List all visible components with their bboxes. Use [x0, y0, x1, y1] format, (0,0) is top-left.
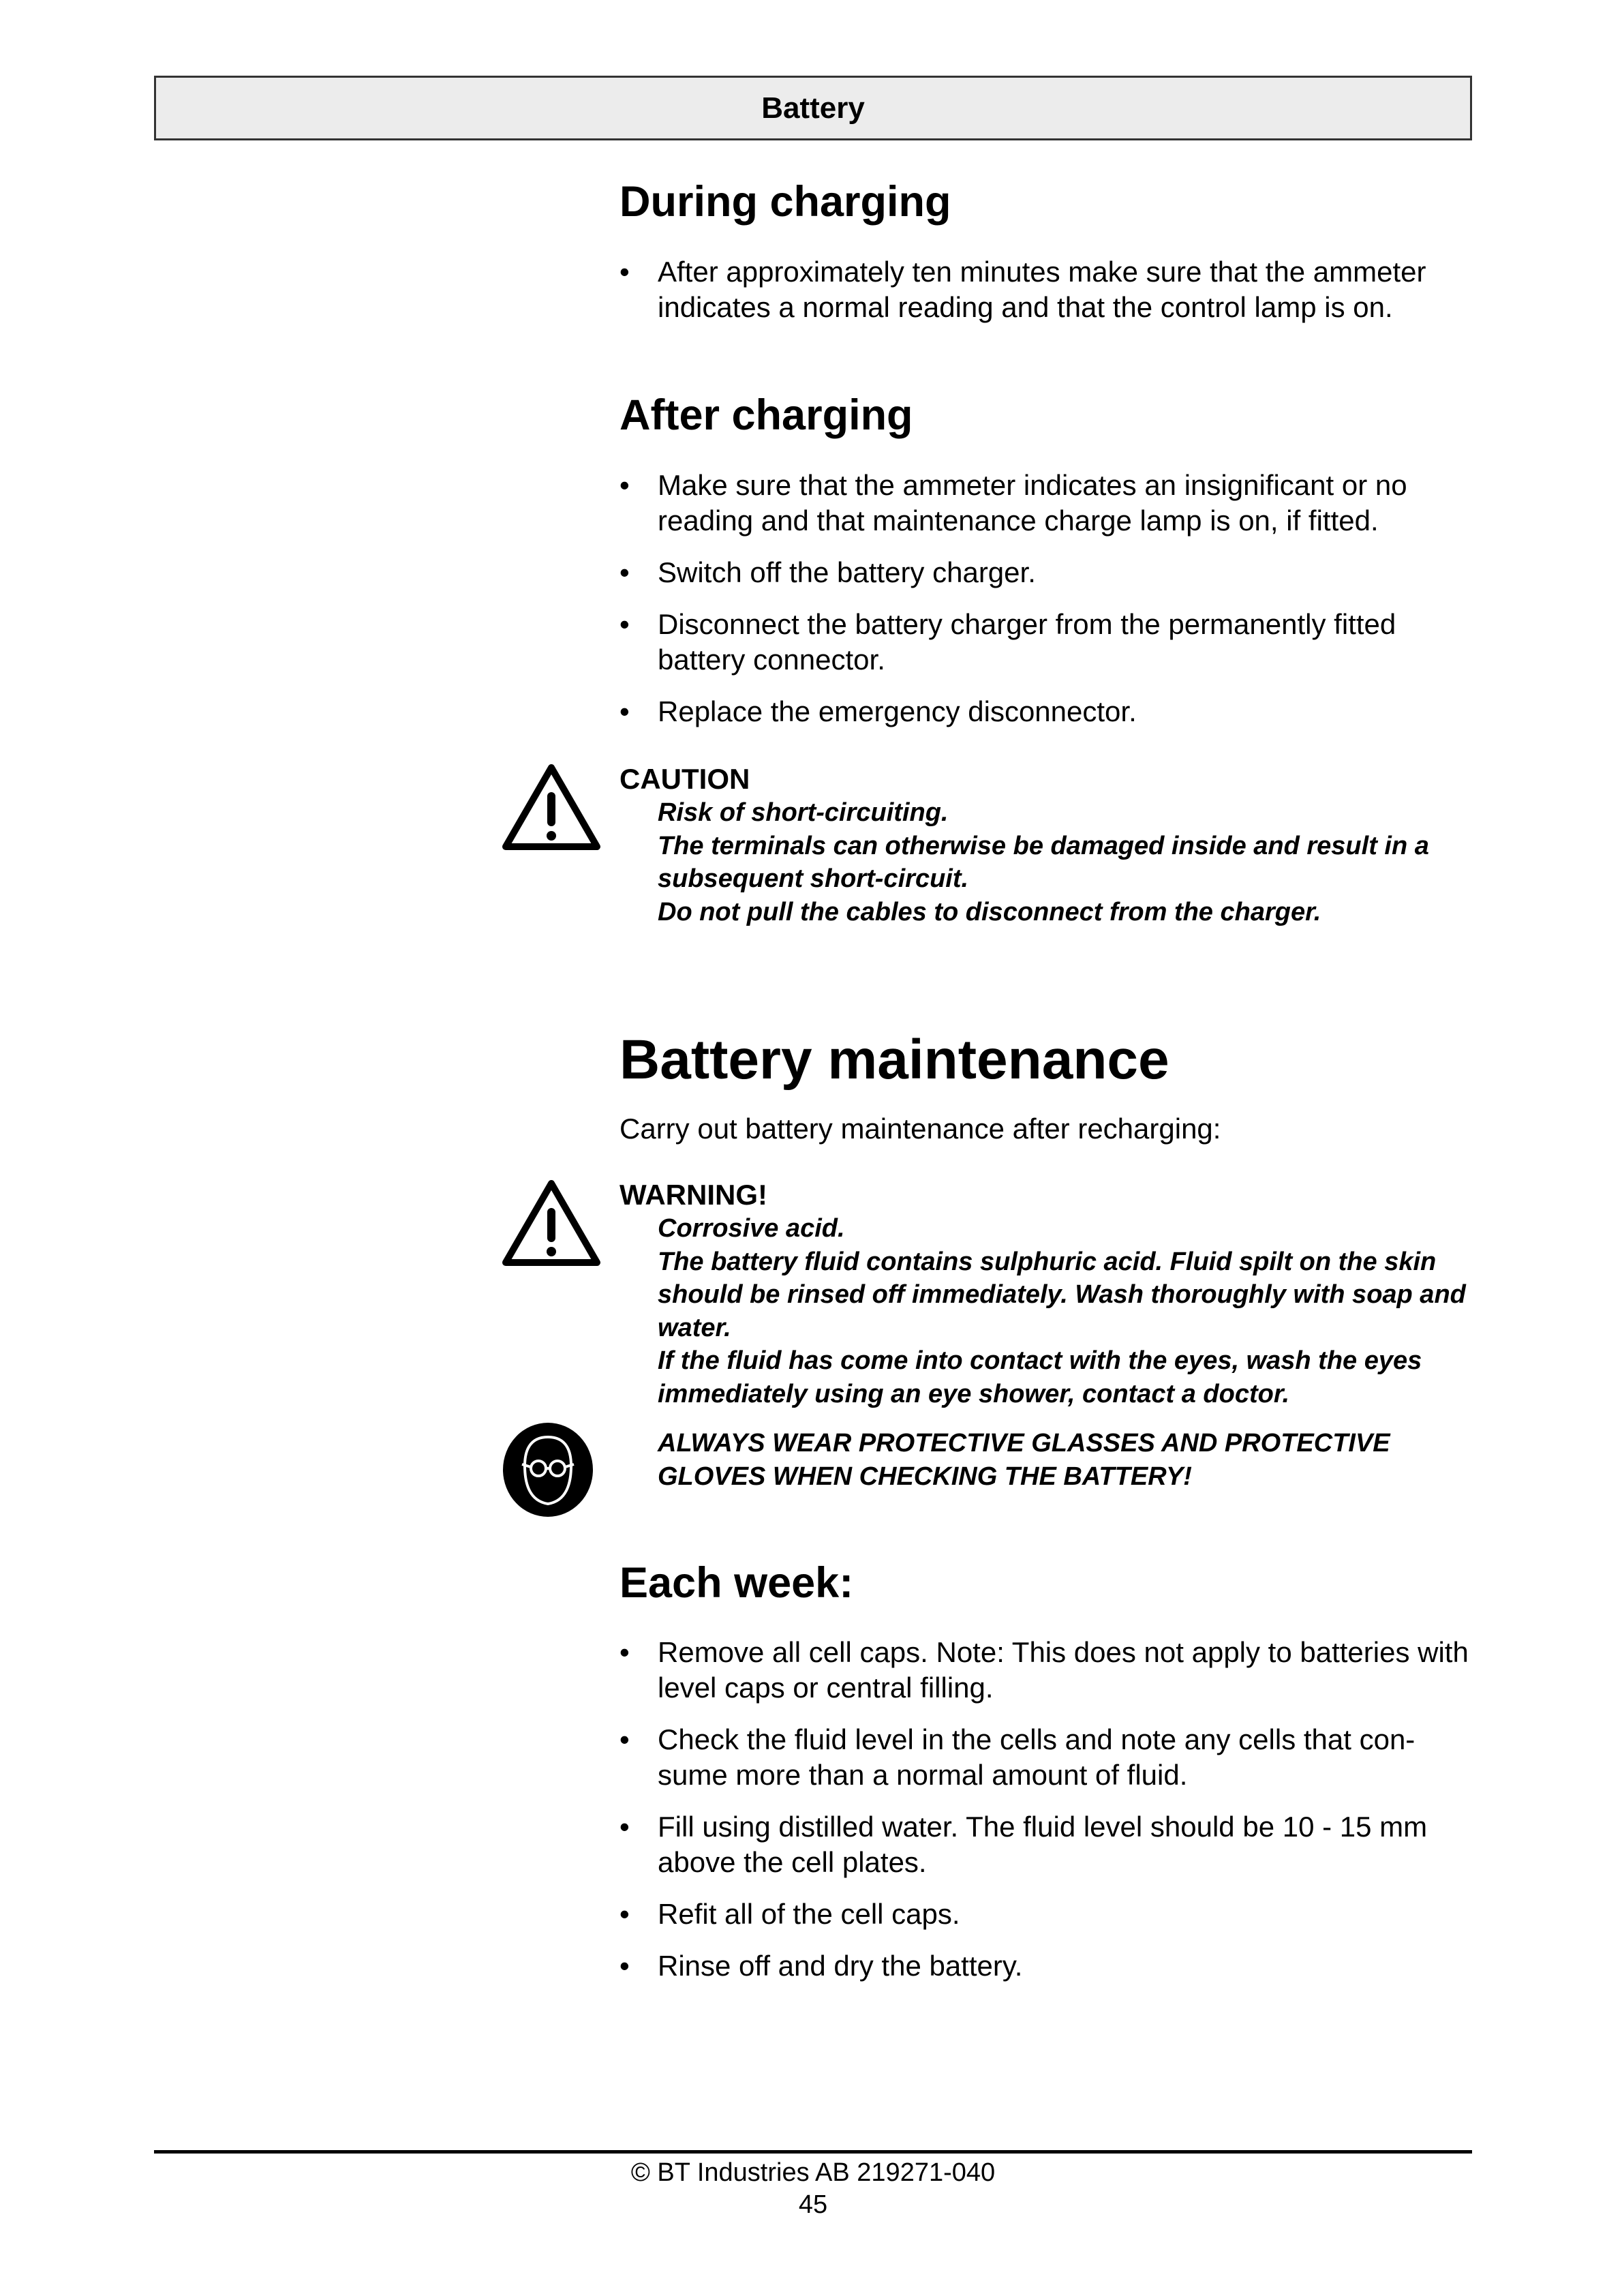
- section-each-week: [619, 1560, 1471, 1607]
- caution-title: CAUTION: [619, 763, 750, 795]
- list-item: • Disconnect the battery charger from the permanently fitted battery connector.: [619, 608, 1396, 676]
- protective-glasses-icon: [502, 1422, 594, 1517]
- list-item: • Switch off the battery charger.: [619, 556, 1036, 588]
- list-item: • Check the fluid level in the cells and note any cells that con-sume more than a normal amount of fluid.: [619, 1723, 1416, 1791]
- warning-triangle-icon: [502, 764, 601, 852]
- heading-after-charging: After charging: [619, 391, 913, 439]
- list-item: • Remove all cell caps. Note: This does not apply to batteries with level caps or central filling.: [619, 1636, 1469, 1704]
- warning-line: The battery fluid contains sulphuric acid. Fluid spilt on the skin should be rinsed off immediately. Wash thoroughly with soap and water.: [658, 1247, 1466, 1342]
- list-item: • Rinse off and dry the battery.: [619, 1950, 1023, 1982]
- warning-notice: [619, 1178, 1471, 1410]
- warning-title: WARNING!: [619, 1179, 767, 1211]
- footer-divider: [154, 2150, 1472, 2154]
- warning-line: If the fluid has come into contact with the eyes, wash the eyes immediately using an eye shower, contact a doctor.: [658, 1346, 1422, 1408]
- page-number: 45: [798, 2190, 828, 2219]
- heading-during-charging: During charging: [619, 178, 951, 226]
- list-during-charging: [619, 254, 1471, 342]
- list-item: • After approximately ten minutes make sure that the ammeter indicates a normal reading and that the control lamp is on.: [619, 256, 1426, 323]
- section-during-charging: [619, 179, 1471, 226]
- section-battery-maintenance: [619, 1029, 1471, 1091]
- warning-line: Corrosive acid.: [658, 1214, 845, 1243]
- heading-each-week: Each week:: [619, 1559, 854, 1607]
- list-after-charging: [619, 468, 1471, 746]
- section-after-charging: [619, 392, 1471, 439]
- caution-notice: [619, 762, 1471, 928]
- list-each-week: [619, 1635, 1471, 2000]
- protective-notice: [619, 1427, 1471, 1493]
- footer-copyright: © BT Industries AB 219271-040: [630, 2158, 996, 2187]
- warning-triangle-icon: [502, 1179, 601, 1268]
- caution-line: The terminals can otherwise be damaged inside and result in a subsequent short-circuit.: [658, 831, 1429, 893]
- maintenance-intro: Carry out battery maintenance after recharging:: [619, 1113, 1221, 1145]
- protective-text: ALWAYS WEAR PROTECTIVE GLASSES AND PROTECTIVE GLOVES WHEN CHECKING THE BATTERY!: [658, 1429, 1390, 1491]
- list-item: • Replace the emergency disconnector.: [619, 695, 1137, 727]
- list-item: • Fill using distilled water. The fluid level should be 10 - 15 mm above the cell plates.: [619, 1811, 1428, 1878]
- list-item: • Make sure that the ammeter indicates an insignificant or no reading and that maintenance charge lamp is on, if fitted.: [619, 469, 1407, 537]
- heading-battery-maintenance: Battery maintenance: [619, 1029, 1169, 1091]
- list-item: • Refit all of the cell caps.: [619, 1898, 960, 1930]
- caution-line: Risk of short-circuiting.: [658, 798, 949, 827]
- header-title: Battery: [761, 91, 865, 125]
- caution-line: Do not pull the cables to disconnect from the charger.: [658, 897, 1321, 926]
- page-header: [154, 76, 1472, 140]
